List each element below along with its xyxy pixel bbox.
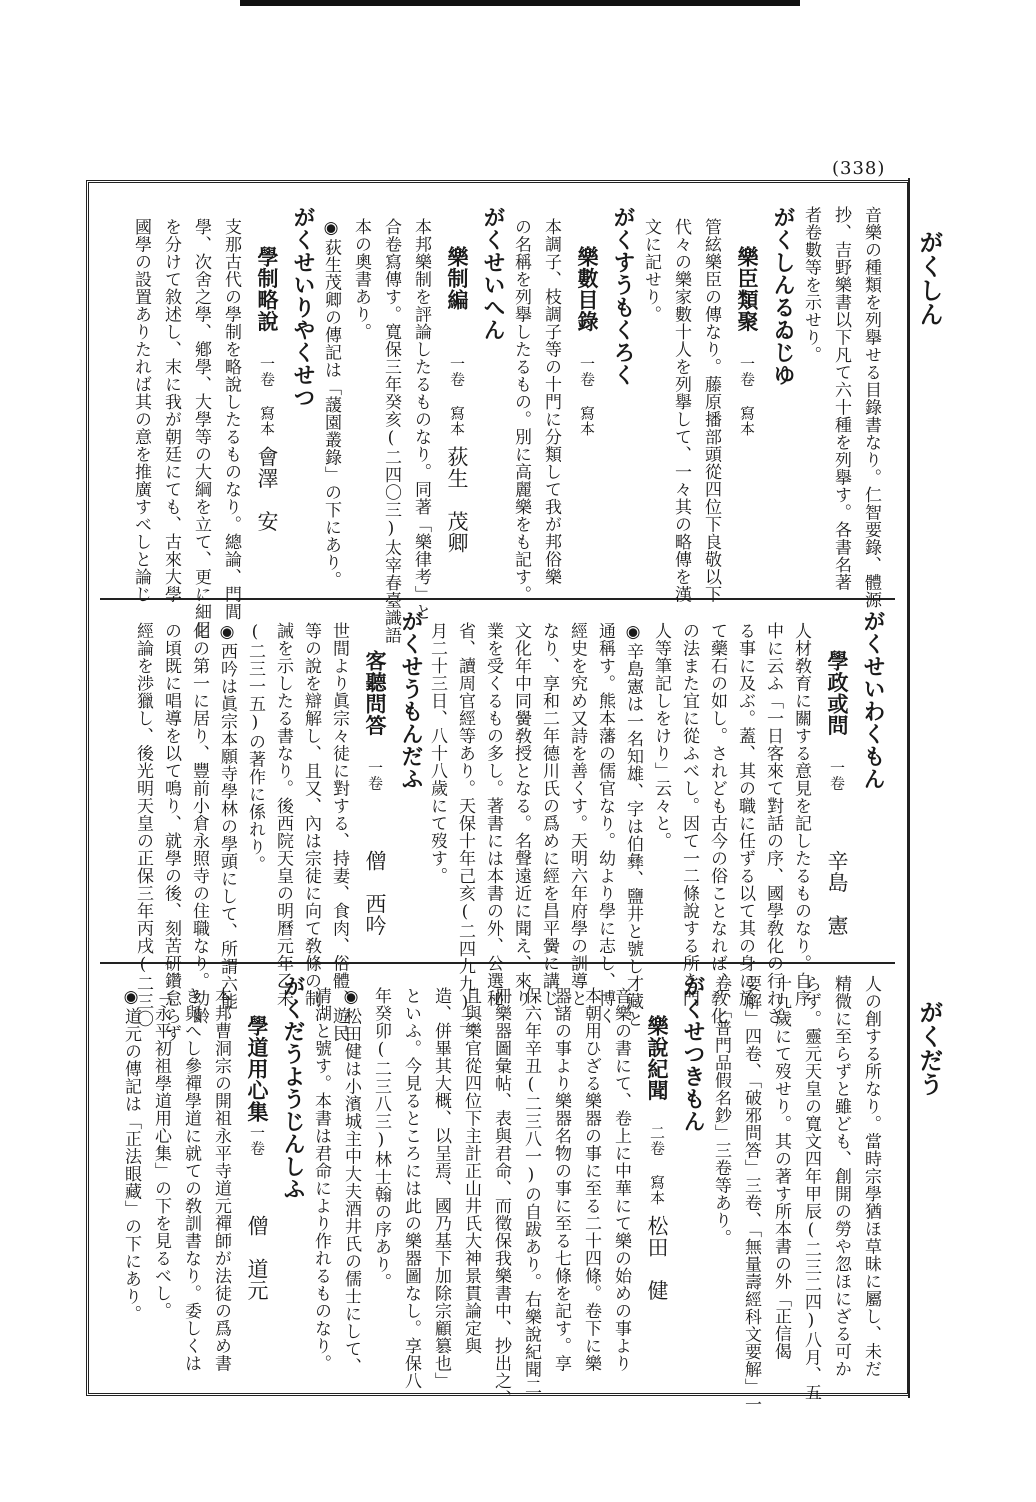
text-line: 音樂の種類を列擧せる目錄書なり。仁智要錄、體源 [861,206,881,609]
margin-rule [908,178,910,1398]
entry-heading: がくせいへん [480,206,506,341]
entry-heading: がくしんるゐじゆ [770,206,796,386]
text-line: る事に及ぶ。蓋、其の職に任ずる以て其の身に於 [735,622,755,1007]
text-line: 月二十三日、八十八歲にて歿す。 [427,622,447,885]
entry-title: 客聽問答 [363,650,388,736]
text-line: ◉道元の傳記は「正法眼藏」の下にあり。 [121,987,141,1323]
text-line: 本の奧書あり。 [351,218,371,341]
text-line: といふ。今見るところには此の樂器圖なし。享保八 [401,987,421,1390]
entry-title: 樂臣類聚 [735,246,760,332]
text-line: 器諸の事より樂器名物の事に至る七條を記す。享 [551,987,571,1372]
text-line: なり、享和二年德川氏の爲めに經を昌平黌に講じ、 [539,622,559,1025]
text-line: の法また宜に從ふべし。因て一二條說する所を門 [679,622,699,1007]
text-line: ◉西吟は眞宗本願寺學林の學頭にして、所謂六能 [217,622,237,1010]
text-line: 中に云ふ「一日客來て對話の序、國學敎化の行れざ [763,622,783,1025]
entry-volume: 一卷 [248,1125,266,1156]
text-line: 管絃樂臣の傳なり。藤原播部頭從四位下良敬以下 [701,218,721,603]
text-line: 通稱す。熊本藩の儒官なり。幼より學に志し、博く [595,622,615,1025]
text-line: 人材敎育に關する意見を記したるものなり。自序 [791,622,811,1007]
entry-author: 會澤 安 [255,446,279,532]
text-line: 人の創する所なり。當時宗學猶ほ草昧に屬し、未だ [861,975,881,1378]
entry-volume: 二卷 寫本 [648,1125,666,1206]
text-line: 人等筆記しをけり」云々と。 [651,622,671,850]
text-line: 支那古代の學制を略說したるものなり。總論、門閭 [221,218,241,621]
entry-author: 僧 西吟 [363,850,387,936]
entry-volume: 一卷 寫本 [258,356,276,437]
side-label-gakushin: がくしん [915,230,944,326]
entry-heading: がくだうようじんしふ [280,975,306,1200]
text-line: 經論を渉獵し、後光明天皇の正保三年丙戌(二三〇 [133,622,153,1028]
text-line: 抄、吉野樂書以下凡て六十種を列擧す。各書名著 [831,206,851,591]
text-line: 且與樂官從四位下主計正山井氏大神景貫論定與 [461,987,481,1355]
entry-heading: がくせいりやくせつ [290,206,316,409]
text-line: 文化年中同黌敎授となる。名聲遠近に聞え、來り [511,622,531,1007]
entry-title: 樂制編 [445,246,470,311]
text-line: 世間より眞宗々徒に對する、持妻、食肉、俗體、遊民 [329,622,349,1042]
entry-author: 僧 道元 [245,1215,269,1301]
text-line: 者卷數等を示せり。 [801,206,821,364]
text-line: の名稱を列擧したるもの。別に高麗樂をも記す。 [511,218,531,603]
entry-author: 辛島 憲 [825,850,849,936]
side-label-gakudou: がくだう [915,1000,944,1096]
text-line: 學、次舍之學、鄕學、大學等の大綱を立て、更に細目 [191,218,211,638]
text-line: 本邦曹洞宗の開祖永平寺道元禪師が法徒の爲め書 [211,987,231,1372]
entry-author: 荻生 茂卿 [445,446,469,554]
entry-volume: 一卷 [828,760,846,791]
entry-volume: 一卷 寫本 [578,356,596,437]
text-line: 合卷寫傳す。寬保三年癸亥(二四〇三)太宰春臺識語 [381,218,401,644]
text-line: 國學の設置ありたれば其の意を推廣すべしと論じ [131,218,151,603]
entry-author: 松田 健 [645,1215,669,1301]
text-line: (二三一五)の著作に係れり。 [245,622,265,873]
entry-volume: 一卷 寫本 [738,356,756,437]
page-number: (338) [832,158,886,179]
text-line: 本調子、枝調子等の十門に分類して我が邦俗樂 [541,218,561,586]
top-rule [240,0,800,6]
text-line: を分けて敘述し、末に我が朝廷にても、古來大學 [161,218,181,603]
entry-volume: 一卷 [366,760,384,791]
text-line: 本邦樂制を評論したるものなり。同著「樂律考」と [411,218,431,621]
text-line: 十九歲にて歿せり。其の著す所本書の外「正信偈 [771,975,791,1360]
text-line: 音樂の書にて、卷上に中華にて樂の始めの事より [611,987,631,1372]
text-line: て藥石の如し。されども古今の俗ことなれば、敎化 [707,622,727,1025]
entry-title: 學制略說 [255,246,280,332]
entry-title: 學政或問 [825,650,850,736]
text-line: 保六年辛丑(二三八一)の自跋あり。右樂說紀聞二 [521,987,541,1396]
text-line: 化の第一に居り、豐前小倉永照寺の住職なり。幼齡 [189,622,209,1025]
text-line: 代々の樂家數十人を列擧して、一々其の略傳を漢 [671,218,691,603]
entry-title: 學道用心集 [245,1015,270,1123]
text-line: 本朝用ひざる樂器の事に至る二十四條。卷下に樂 [581,987,601,1372]
text-line: 年癸卯(二三八三)林士翰の序あり。 [371,987,391,1291]
text-line: 「永平初祖學道用心集」の下を見るべし。 [151,987,171,1320]
text-line: 造、併畢其大概、以呈焉、國乃基下加除宗顧篡也」 [431,987,451,1390]
text-line: ◉辛島憲は一名知雄、字は伯彝、鹽井と號し才藏と [623,622,643,1028]
entry-title: 樂說紀聞 [645,1015,670,1101]
text-line: 業を受くるもの多し。著書には本書の外、公選秘 [483,622,503,1007]
text-line: き與へし參禪學道に就ての敎訓書なり。委しくは [181,987,201,1372]
entry-heading: がくせいわくもん [860,610,886,790]
text-line: 誡を示したる書なり。後西院天皇の明曆元年乙未 [273,622,293,1007]
text-line: 文に記せり。 [641,218,661,323]
text-line: 清湖と號す。本書は君命により作れるものなり。 [311,987,331,1372]
text-line: 省、讀周官經等あり。天保十年己亥(二四九九)二 [455,622,475,1031]
text-line: 經史を究め又詩を善くす。天明六年府學の訓導と [567,622,587,1007]
text-line: 等の說を辯解し、且又、內は宗徒に向て敎條の制 [301,622,321,1007]
text-line: 冊樂器圖彙帖、表與君命、而徵保我樂書中、抄出之、 [491,987,511,1407]
entry-title: 樂數目錄 [575,246,600,332]
entry-volume: 一卷 寫本 [448,356,466,437]
text-line: 要解」四卷、「破邪問答」三卷、「無量壽經科文要解」一 [741,975,761,1413]
text-line: 精微に至らずと雖ども、創開の勞や忽ほにざる可か [831,975,851,1378]
text-line: ◉松田健は小濱城主中大夫酒井氏の儒士にして、 [341,987,361,1375]
entry-heading: がくせつきもん [680,975,706,1133]
entry-heading: がくすうもくろく [610,206,636,386]
text-line: 卷、「普門品假名鈔」三卷等あり。 [711,975,731,1247]
text-line: ◉荻生茂卿の傳記は「蘐園叢錄」の下にあり。 [321,218,341,589]
text-line: の頃既に唱導を以て鳴り、就學の後、刻苦研鑽怠らず [161,622,181,1042]
entry-heading: がくせうもんだふ [398,610,424,790]
text-line: らず。靈元天皇の寬文四年甲辰(二三二四)八月、五 [801,975,821,1401]
